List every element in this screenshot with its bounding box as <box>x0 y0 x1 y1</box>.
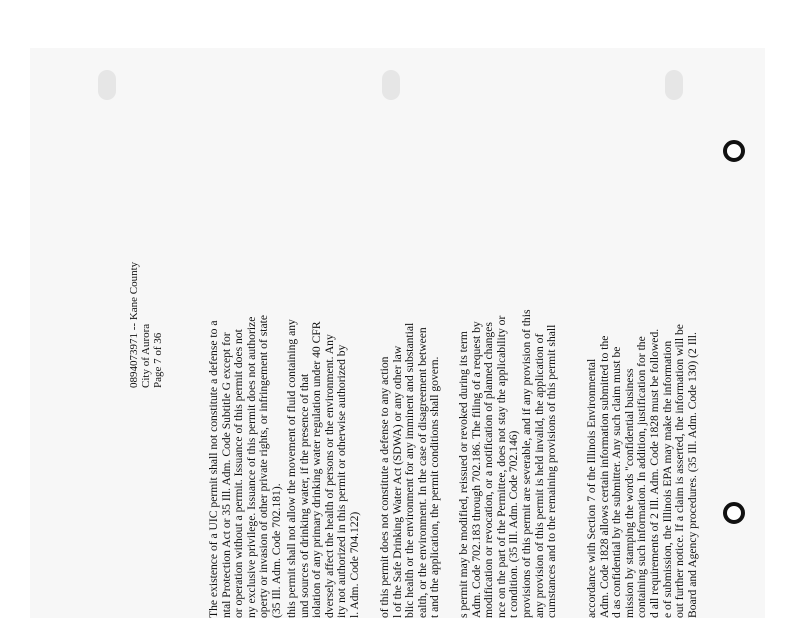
paragraph-defense-to-action <box>208 315 284 618</box>
text-line: t and the application, the permit conditions shall govern. <box>428 356 442 618</box>
text-line: any provision of this permit is held invalid, the application of <box>532 333 546 618</box>
text-line: d all requirements of 2 Ill. Adm. Code 1828 must be followed. <box>647 328 661 618</box>
text-line: this permit shall not allow the movement of fluid containing any <box>285 319 298 618</box>
paragraph-permit-modification <box>458 316 521 618</box>
rotated-document <box>30 48 765 618</box>
text-line: d as confidential by the submitter. Any such claim must be <box>610 346 624 618</box>
text-line: iolation of any primary drinking water regulation under 40 CFR <box>310 321 324 618</box>
text-line: Adm. Code 1828 allows certain information submitted to the <box>597 335 611 618</box>
text-line: dversely affect the health of persons or the environment. Any <box>322 334 336 618</box>
paragraph-sdwa-defense <box>379 323 442 618</box>
text-line: l. Adm. Code 704.122) <box>347 511 361 618</box>
text-line: nce on the part of the Permittee, does not stay the applicability or <box>494 315 508 618</box>
text-line: ny exclusive privilege. Issuance of this permit does not authorize <box>244 316 258 618</box>
text-line: ealth, or the environment. In the case of disagreement between <box>415 327 429 618</box>
page-header <box>128 262 164 388</box>
text-line: s permit may be modified, reissued or revoked during its term <box>457 331 470 618</box>
text-line: containing such information. In addition, justification for the <box>635 336 649 618</box>
page-number-line: Page 7 of 36 <box>152 332 164 388</box>
text-line: provisions of this permit are severable, and if any provision of this <box>520 309 533 618</box>
text-line: l of the Safe Drinking Water Act (SDWA) or any other law <box>390 345 404 618</box>
paragraph-severability <box>521 310 559 618</box>
text-line: accordance with Section 7 of the Illinois Environmental <box>585 358 598 618</box>
text-line: und sources of drinking water, if the presence of that <box>297 373 311 618</box>
text-line: e of submission, the Illinois EPA may make the information <box>660 340 674 618</box>
text-line: (35 Ill. Adm. Code 702.181). <box>269 483 283 618</box>
text-line: t condition. (35 Ill. Adm. Code 702.146) <box>507 430 521 618</box>
text-line: of this permit does not constitute a defense to any action <box>378 356 391 618</box>
paragraph-fluid-movement <box>286 319 362 618</box>
text-line: ntal Protection Act or 35 Ill. Adm. Code Subtitle G except for <box>219 332 233 618</box>
text-line: cumstances and to the remaining provisions of this permit shall <box>545 324 559 618</box>
permit-number-line: 0894073971 -- Kane County <box>128 261 140 388</box>
text-line: blic health or the environment for any imminent and substantial <box>403 322 417 618</box>
text-line: operty or invasion of other private rights, or infringement of state <box>257 315 271 618</box>
paragraph-confidentiality <box>586 324 699 618</box>
text-line: ity not authorized in this permit or otherwise authorized by <box>335 344 349 618</box>
text-line: modification or revocation, or a notification of planned changes <box>482 322 496 618</box>
text-line: or operation without a permit. Issuance of this permit does not <box>232 329 246 618</box>
text-line: Board and Agency procedures. (35 Ill. Adm. Code 130) (2 Ill. <box>685 332 699 618</box>
text-line: Adm. Code 702.183 through 702.186. The filing of a request by <box>469 321 483 618</box>
text-line: The existence of a UIC permit shall not constitute a defense to a <box>207 320 220 618</box>
text-line: mission by stamping the words "confidential business <box>622 368 636 618</box>
city-line: City of Aurora <box>140 323 152 388</box>
text-line: out further notice. If a claim is asserted, the information will be <box>673 324 687 618</box>
